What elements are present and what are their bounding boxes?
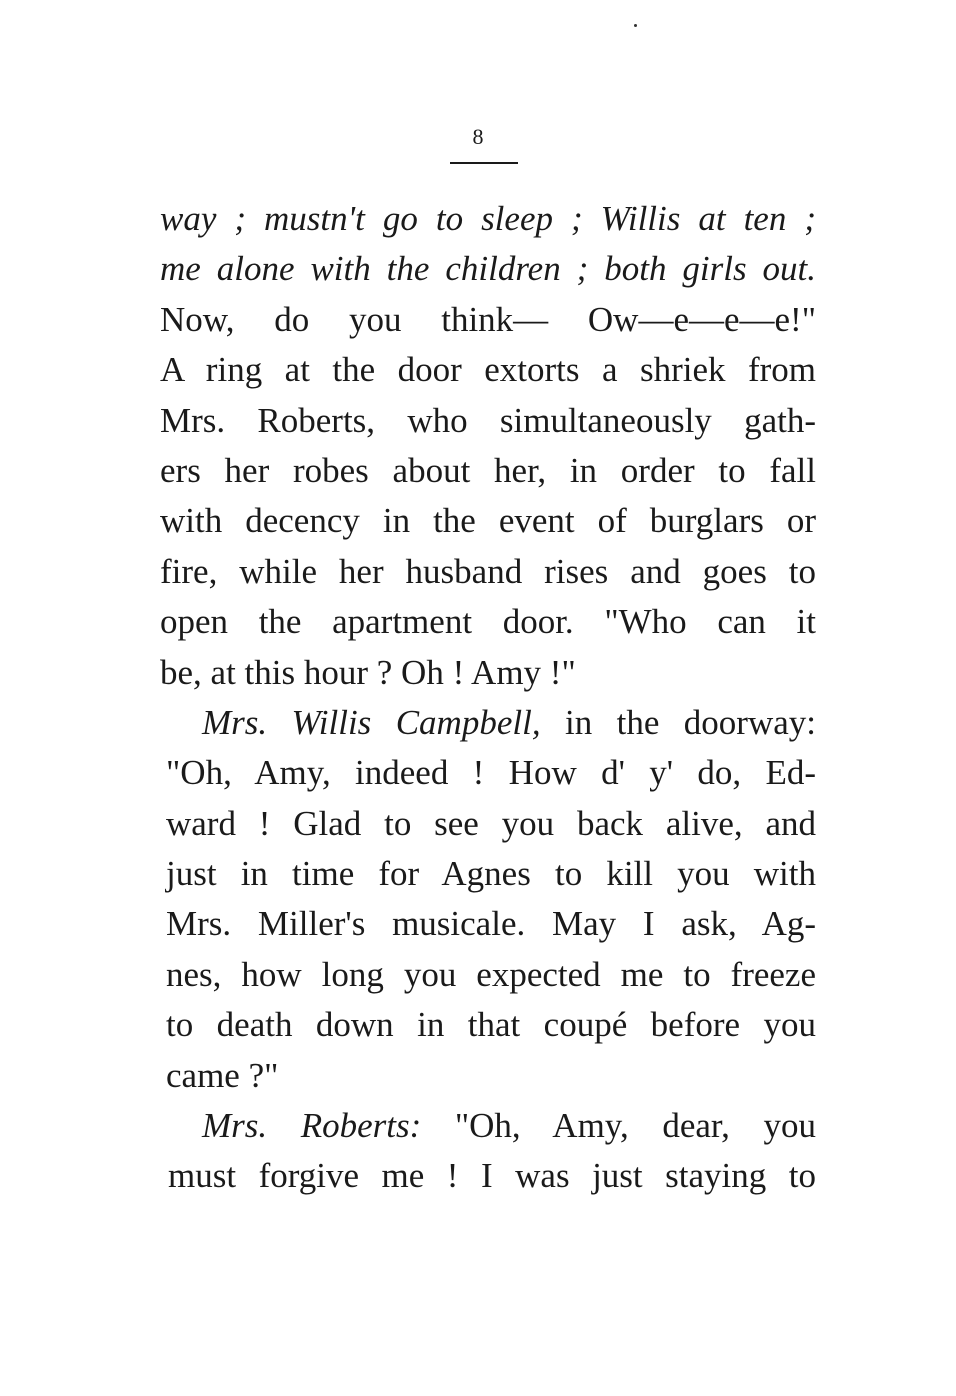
line-segment: must forgive me ! I was just staying to — [168, 1156, 816, 1196]
line-segment: "Oh, Amy, indeed ! How d' y' do, Ed- — [166, 753, 816, 793]
page-speck — [634, 24, 637, 27]
text-line — [160, 396, 816, 446]
text-line — [160, 748, 816, 798]
text-line — [160, 295, 816, 345]
text-line-speaker — [160, 1101, 816, 1151]
text-line — [160, 446, 816, 496]
text-line — [160, 899, 816, 949]
line-segment: be, at this hour ? Oh ! Amy !" — [160, 652, 576, 692]
line-segment: just in time for Agnes to kill you with — [166, 854, 816, 894]
text-line — [160, 194, 816, 244]
speaker-name: Mrs. Willis Campbell, — [202, 702, 541, 742]
line-segment: with decency in the event of burglars or — [160, 501, 816, 541]
text-line — [160, 849, 816, 899]
line-segment: to death down in that coupé before you — [166, 1005, 816, 1045]
header-rule — [450, 162, 518, 164]
line-segment: way ; mustn't go to sleep ; Willis at ten ; — [160, 199, 816, 238]
line-segment: ers her robes about her, in order to fall — [160, 450, 816, 490]
line-segment: fire, while her husband rises and goes to — [160, 551, 816, 591]
line-segment: A ring at the door extorts a shriek from — [160, 350, 816, 390]
text-line — [160, 950, 816, 1000]
text-line — [160, 496, 816, 546]
text-line — [160, 1000, 816, 1050]
line-segment: came ?" — [166, 1055, 279, 1095]
text-line — [160, 547, 816, 597]
text-line — [160, 799, 816, 849]
text-line-speaker — [160, 698, 816, 748]
text-line — [160, 345, 816, 395]
line-segment: nes, how long you expected me to freeze — [166, 954, 816, 994]
line-segment: ward ! Glad to see you back alive, and — [166, 803, 816, 843]
line-segment: Mrs. Miller's musicale. May I ask, Ag- — [166, 904, 816, 944]
body-text — [160, 194, 816, 1202]
line-segment: open the apartment door. "Who can it — [160, 602, 816, 642]
line-segment: "Oh, Amy, dear, you — [421, 1106, 816, 1146]
text-line — [160, 597, 816, 647]
line-segment: Now, do you think— Ow—e—e—e!" — [160, 299, 816, 339]
page-number: 8 — [472, 124, 484, 149]
line-segment: Mrs. Roberts, who simultaneously gath- — [160, 400, 816, 440]
text-line — [160, 244, 816, 294]
line-segment: me alone with the children ; both girls out. — [160, 249, 816, 289]
speaker-name: Mrs. Roberts: — [202, 1106, 422, 1146]
text-line — [160, 1051, 816, 1101]
text-line — [160, 1151, 816, 1201]
line-segment: in the doorway: — [540, 702, 816, 742]
text-line — [160, 648, 816, 698]
